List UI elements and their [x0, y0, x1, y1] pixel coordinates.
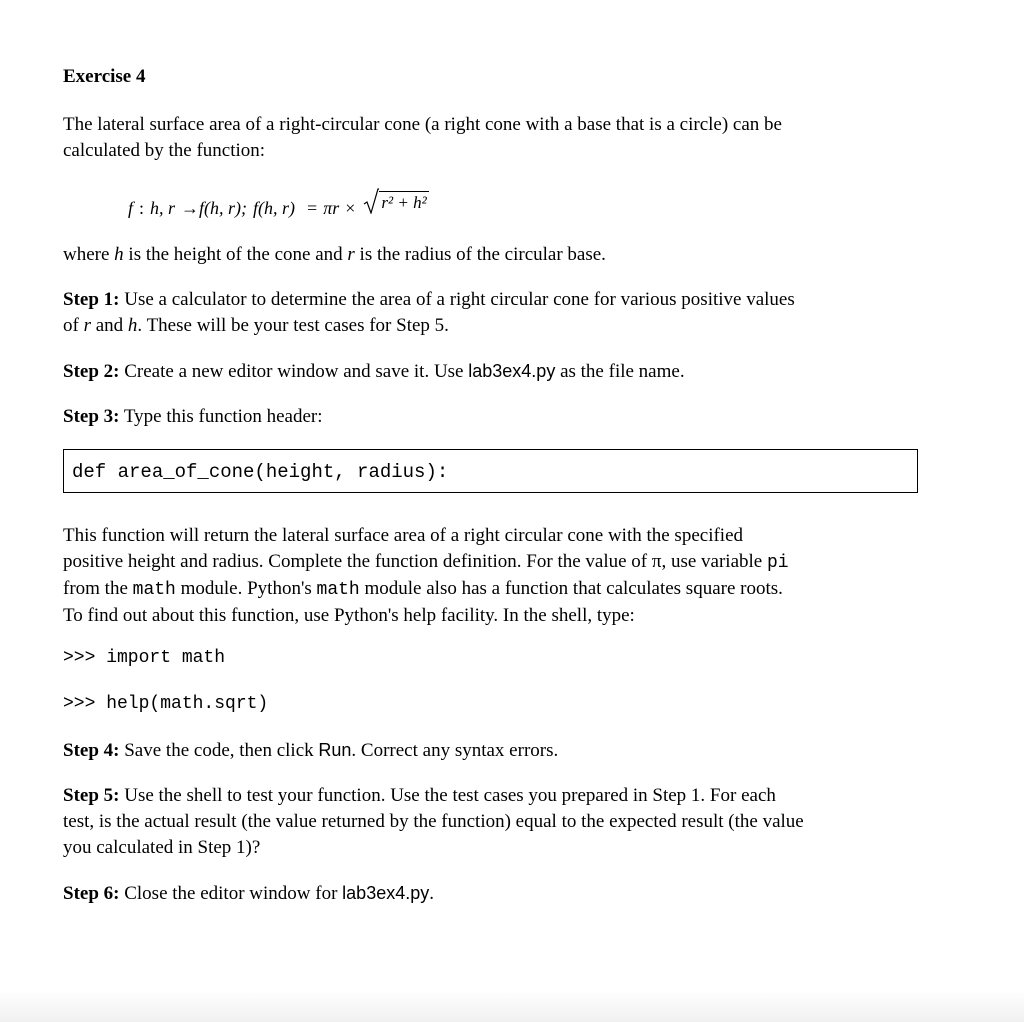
formula-vars: h, r	[150, 198, 176, 218]
exercise-title: Exercise 4	[63, 66, 146, 87]
where-text-2: is the height of the cone and	[123, 244, 348, 265]
step-6-paragraph	[63, 880, 933, 907]
description-line-3a: from the	[63, 578, 133, 599]
intro-paragraph	[63, 112, 933, 164]
step-5-label: Step 5:	[63, 785, 120, 806]
formula-map: f(h, r);	[199, 198, 248, 218]
where-var-h: h	[114, 244, 124, 265]
step-3-label: Step 3:	[63, 406, 120, 427]
step-1-label: Step 1:	[63, 289, 120, 310]
formula-lhs: f(h, r)	[253, 198, 296, 218]
where-text-1: where	[63, 244, 115, 265]
step-4-text-1: Save the code, then click	[119, 740, 319, 761]
description-pi-var: pi	[766, 553, 789, 573]
formula-times: ×	[345, 198, 356, 218]
step-2-paragraph	[63, 358, 933, 385]
formula-pi-r: πr	[323, 198, 340, 218]
cone-area-formula	[128, 188, 429, 219]
where-paragraph	[63, 242, 933, 268]
step-1-paragraph	[63, 287, 933, 339]
square-root	[363, 188, 428, 214]
step-1-text-4: . These will be your test cases for Step 5.	[137, 315, 449, 336]
step-1-text-3: and	[90, 315, 128, 336]
function-header-code-box	[63, 449, 918, 493]
step-5-line-2: test, is the actual result (the value returned by the function) equal to the expected result (the value	[63, 811, 804, 832]
step-3-text-1: Type this function header:	[119, 406, 323, 427]
formula-f: f	[128, 198, 134, 218]
step-2-text-1: Create a new editor window and save it. Use	[119, 361, 469, 382]
step-1-text-1: Use a calculator to determine the area of a right circular cone for various positive values	[119, 289, 795, 310]
step-4-run-label: Run	[318, 740, 352, 760]
formula-radicand: r² + h²	[381, 193, 427, 212]
description-math-1: math	[132, 580, 176, 600]
formula-colon: :	[139, 198, 145, 218]
step-6-text-2: .	[429, 883, 434, 904]
step-3-paragraph	[63, 404, 933, 430]
where-var-r: r	[347, 244, 355, 265]
description-paragraph	[63, 523, 933, 629]
intro-line-1: The lateral surface area of a right-circular cone (a right cone with a base that is a circle) can be	[63, 114, 782, 135]
intro-line-2: calculated by the function:	[63, 140, 266, 161]
formula-equals: =	[307, 198, 318, 218]
step-5-paragraph	[63, 783, 933, 861]
page-bottom-edge	[0, 990, 1024, 1022]
description-line-3b: module. Python's	[175, 578, 317, 599]
step-2-filename: lab3ex4.py	[468, 361, 556, 381]
step-6-text-1: Close the editor window for	[119, 883, 343, 904]
description-line-1: This function will return the lateral surface area of a right circular cone with the specified	[63, 525, 744, 546]
step-6-filename: lab3ex4.py	[342, 883, 430, 903]
step-5-line-3: you calculated in Step 1)?	[63, 837, 261, 858]
description-line-4: To find out about this function, use Python's help facility. In the shell, type:	[63, 605, 635, 626]
where-text-3: is the radius of the circular base.	[354, 244, 606, 265]
description-line-3c: module also has a function that calculates square roots.	[359, 578, 783, 599]
step-5-line-1: Use the shell to test your function. Use the test cases you prepared in Step 1. For each	[119, 785, 776, 806]
step-1-var-r: r	[83, 315, 91, 336]
radical-sign-icon	[363, 188, 379, 214]
function-header-code: def area_of_cone(height, radius):	[72, 461, 449, 483]
formula-arrow: →	[181, 198, 200, 218]
description-line-2: positive height and radius. Complete the function definition. For the value of π, use variable	[63, 551, 767, 572]
step-4-label: Step 4:	[63, 740, 120, 761]
step-4-text-2: . Correct any syntax errors.	[351, 740, 559, 761]
description-math-2: math	[316, 580, 360, 600]
step-2-label: Step 2:	[63, 361, 120, 382]
step-4-paragraph	[63, 737, 933, 764]
step-6-label: Step 6:	[63, 883, 120, 904]
step-1-var-h: h	[127, 315, 138, 336]
shell-command-help: >>> help(math.sqrt)	[63, 694, 269, 714]
step-1-text-2: of	[63, 315, 84, 336]
step-2-text-2: as the file name.	[555, 361, 685, 382]
shell-command-import: >>> import math	[63, 648, 226, 668]
